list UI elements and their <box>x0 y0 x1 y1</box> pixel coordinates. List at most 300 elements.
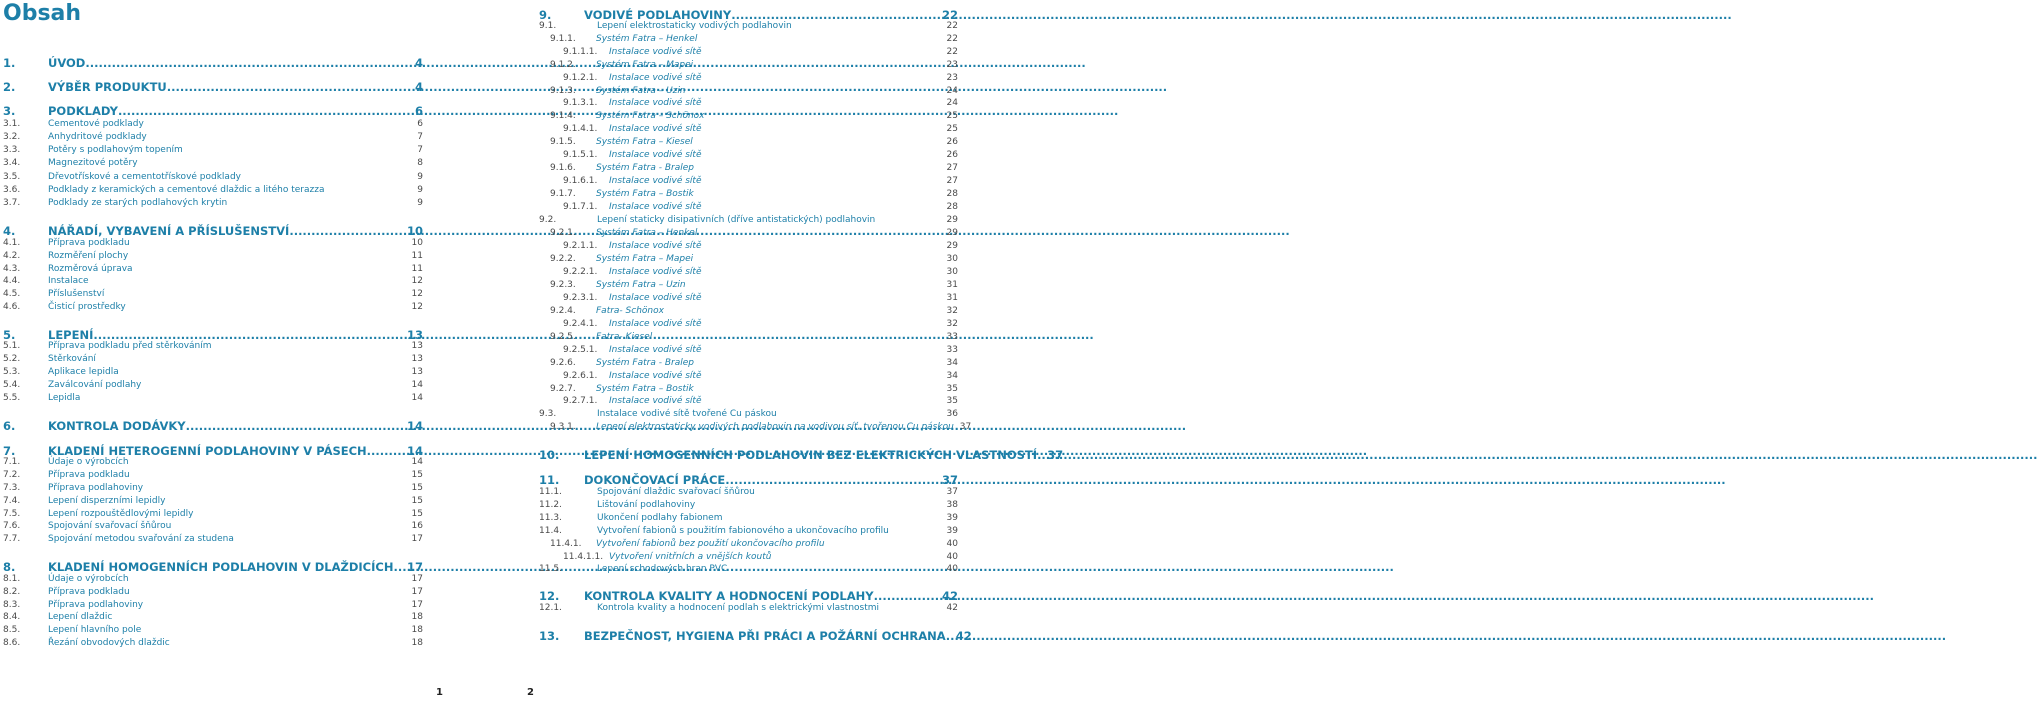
toc-entry-page: 17 <box>411 587 423 597</box>
toc-entry-title: Potěry s podlahovým topením <box>48 145 183 155</box>
toc-section-entry[interactable] <box>3 302 423 312</box>
toc-entry-title: Lepení hlavního pole <box>48 625 142 635</box>
toc-section-entry[interactable] <box>550 306 958 316</box>
toc-entry-page: 16 <box>411 521 423 531</box>
toc-entry-page: 42 <box>946 603 958 613</box>
toc-entry-title: Magnezitové potěry <box>48 158 138 168</box>
toc-entry-title: DOKONČOVACÍ PRÁCE <box>584 473 726 487</box>
toc-entry-page: 23 <box>946 60 958 70</box>
toc-entry-title: Systém Fatra – Mapei <box>596 254 694 264</box>
toc-entry-title: KONTROLA KVALITY A HODNOCENÍ PODLAHY <box>584 589 874 603</box>
toc-entry-page: 13 <box>411 341 423 351</box>
toc-section-entry[interactable] <box>550 34 958 44</box>
toc-entry-number: 9.1.2. <box>550 60 576 70</box>
toc-entry-number: 12. <box>539 589 560 603</box>
toc-entry-page: 18 <box>411 625 423 635</box>
toc-section-entry[interactable] <box>3 341 423 351</box>
toc-entry-title: Instalace vodivé sítě <box>609 150 702 160</box>
toc-section-entry[interactable] <box>550 422 972 432</box>
toc-section-entry[interactable] <box>3 612 423 622</box>
toc-entry-number: 4.6. <box>3 302 21 312</box>
toc-entry-number: 9.2.6.1. <box>563 371 598 381</box>
toc-entry-page: 15 <box>411 496 423 506</box>
toc-entry-page: 14 <box>406 419 423 433</box>
toc-section-entry[interactable] <box>539 215 958 225</box>
toc-entry-page: 39 <box>946 526 958 536</box>
toc-section-entry[interactable] <box>3 393 423 403</box>
toc-section-entry[interactable] <box>550 254 958 264</box>
toc-section-entry[interactable] <box>3 625 423 635</box>
toc-entry-number: 10. <box>539 448 560 462</box>
toc-entry-page: 34 <box>946 371 958 381</box>
toc-section-entry[interactable] <box>563 202 958 212</box>
toc-chapter-entry[interactable] <box>3 328 423 342</box>
toc-entry-title: Instalace vodivé sítě <box>609 73 702 83</box>
toc-entry-number: 9.1.7. <box>550 189 576 199</box>
toc-entry-page: 27 <box>946 176 958 186</box>
toc-entry-title: Příprava podlahoviny <box>48 600 144 610</box>
toc-entry-title: Podklady z keramických a cementové dlaždic a litého terazza <box>48 185 325 195</box>
toc-entry-title: LEPENÍ <box>48 328 94 342</box>
toc-entry-page: 40 <box>946 552 958 562</box>
toc-entry-title: Instalace vodivé sítě <box>609 319 702 329</box>
toc-entry-number: 11.4.1. <box>550 539 582 549</box>
toc-entry-title: Instalace vodivé sítě <box>609 371 702 381</box>
toc-entry-number: 9.3.1. <box>550 422 576 432</box>
toc-entry-number: 3.1. <box>3 119 21 129</box>
toc-entry-page: 22 <box>946 21 958 31</box>
toc-section-entry[interactable] <box>550 539 958 549</box>
toc-entry-title: Čisticí prostředky <box>48 302 126 312</box>
toc-entry-page: 30 <box>946 267 958 277</box>
toc-dot-leader <box>186 419 401 433</box>
toc-entry-title: Spojování dlaždic svařovací šňůrou <box>597 487 755 497</box>
toc-entry-title: Lepení rozpouštědlovými lepidly <box>48 509 194 519</box>
toc-section-entry[interactable] <box>563 176 958 186</box>
toc-entry-page: 24 <box>946 98 958 108</box>
toc-entry-page: 37 <box>959 422 972 432</box>
toc-entry-page: 29 <box>946 241 958 251</box>
toc-section-entry[interactable] <box>3 380 423 390</box>
toc-section-entry[interactable] <box>563 150 958 160</box>
toc-section-entry[interactable] <box>550 189 958 199</box>
toc-entry-title: Řezání obvodových dlaždic <box>48 638 170 648</box>
toc-section-entry[interactable] <box>539 564 958 574</box>
toc-entry-title: KONTROLA DODÁVKY <box>48 419 186 433</box>
toc-entry-title: Fatra- Kiesel <box>596 332 653 342</box>
toc-entry-title: Lepení dlaždic <box>48 612 113 622</box>
toc-entry-page: 28 <box>946 202 958 212</box>
toc-section-entry[interactable] <box>3 470 423 480</box>
toc-entry-title: Údaje o výrobcích <box>48 457 129 467</box>
toc-entry-number: 3.6. <box>3 185 21 195</box>
toc-entry-number: 7.7. <box>3 534 21 544</box>
toc-chapter-entry[interactable] <box>539 629 972 643</box>
toc-section-entry[interactable] <box>563 47 958 57</box>
toc-entry-page: 10 <box>406 224 423 238</box>
toc-entry-number: 3.7. <box>3 198 21 208</box>
toc-entry-title: Ukončení podlahy fabionem <box>597 513 723 523</box>
toc-entry-title: VÝBĚR PRODUKTU <box>48 80 167 94</box>
toc-section-entry[interactable] <box>539 513 958 523</box>
toc-entry-title: Systém Fatra – Bostik <box>596 384 694 394</box>
toc-section-entry[interactable] <box>3 574 423 584</box>
toc-section-entry[interactable] <box>3 132 423 142</box>
toc-section-entry[interactable] <box>550 358 958 368</box>
toc-entry-title: Zaválcování podlahy <box>48 380 142 390</box>
toc-entry-page: 26 <box>946 150 958 160</box>
toc-entry-number: 8.3. <box>3 600 21 610</box>
toc-entry-page: 32 <box>946 306 958 316</box>
toc-section-entry[interactable] <box>3 158 423 168</box>
toc-entry-page: 39 <box>946 513 958 523</box>
toc-section-entry[interactable] <box>3 251 423 261</box>
toc-entry-number: 4.3. <box>3 264 21 274</box>
toc-entry-title: Instalace vodivé sítě <box>609 293 702 303</box>
toc-entry-number: 13. <box>539 629 560 643</box>
toc-entry-number: 4.4. <box>3 276 21 286</box>
toc-entry-page: 4 <box>414 80 423 94</box>
toc-entry-page: 15 <box>411 483 423 493</box>
toc-section-entry[interactable] <box>3 638 423 648</box>
toc-entry-page: 17 <box>406 560 423 574</box>
toc-entry-title: Vytvoření vnitřních a vnějších koutů <box>609 552 772 562</box>
toc-entry-number: 1. <box>3 56 16 70</box>
toc-entry-page: 14 <box>406 444 423 458</box>
toc-entry-page: 11 <box>411 264 423 274</box>
toc-section-entry[interactable] <box>563 319 958 329</box>
toc-dot-leader <box>874 589 936 603</box>
toc-entry-page: 17 <box>411 534 423 544</box>
toc-section-entry[interactable] <box>3 145 423 155</box>
toc-dot-leader <box>289 224 401 238</box>
toc-entry-page: 40 <box>946 539 958 549</box>
toc-entry-number: 11.2. <box>539 500 562 510</box>
toc-section-entry[interactable] <box>3 264 423 274</box>
toc-entry-number: 5.2. <box>3 354 21 364</box>
toc-entry-page: 11 <box>411 251 423 261</box>
toc-entry-number: 9.1.6.1. <box>563 176 598 186</box>
toc-entry-number: 5.4. <box>3 380 21 390</box>
toc-entry-page: 28 <box>946 189 958 199</box>
toc-section-entry[interactable] <box>563 241 958 251</box>
toc-entry-page: 7 <box>417 145 423 155</box>
toc-entry-page: 9 <box>417 198 423 208</box>
toc-section-entry[interactable] <box>3 587 423 597</box>
toc-entry-number: 6. <box>3 419 16 433</box>
toc-entry-page: 13 <box>411 367 423 377</box>
toc-entry-page: 40 <box>946 564 958 574</box>
toc-entry-number: 9.2.4.1. <box>563 319 598 329</box>
toc-entry-number: 3. <box>3 104 16 118</box>
toc-entry-number: 3.2. <box>3 132 21 142</box>
toc-entry-number: 9.3. <box>539 409 557 419</box>
toc-entry-title: ÚVOD <box>48 56 86 70</box>
toc-section-entry[interactable] <box>3 198 423 208</box>
toc-entry-number: 9.2.5. <box>550 332 576 342</box>
toc-chapter-entry[interactable] <box>3 560 423 574</box>
toc-entry-page: 12 <box>411 289 423 299</box>
toc-entry-number: 4. <box>3 224 16 238</box>
toc-entry-page: 17 <box>411 600 423 610</box>
toc-entry-number: 12.1. <box>539 603 562 613</box>
toc-entry-title: Lepení disperzními lepidly <box>48 496 166 506</box>
toc-section-entry[interactable] <box>3 185 423 195</box>
toc-dot-leader <box>367 444 401 458</box>
toc-entry-number: 9.1.7.1. <box>563 202 598 212</box>
toc-entry-title: Instalace <box>48 276 89 286</box>
toc-entry-title: Systém Fatra – Schönox <box>596 111 705 121</box>
toc-entry-title: Systém Fatra – Uzin <box>596 280 686 290</box>
toc-entry-title: Instalace vodivé sítě <box>609 241 702 251</box>
toc-section-entry[interactable] <box>563 293 958 303</box>
toc-section-entry[interactable] <box>563 98 958 108</box>
toc-section-entry[interactable] <box>563 124 958 134</box>
toc-entry-title: Vytvoření fabionů bez použití ukončovacího profilu <box>596 539 825 549</box>
toc-section-entry[interactable] <box>3 289 423 299</box>
toc-entry-number: 9.2.1. <box>550 228 576 238</box>
toc-entry-page: 36 <box>946 409 958 419</box>
toc-entry-number: 9.1.1.1. <box>563 47 598 57</box>
toc-section-entry[interactable] <box>3 509 423 519</box>
toc-entry-title: Lepení schodových hran PVC <box>597 564 728 574</box>
toc-entry-page: 4 <box>414 56 423 70</box>
toc-entry-title: Instalace vodivé sítě <box>609 98 702 108</box>
toc-entry-page: 17 <box>411 574 423 584</box>
toc-entry-title: Instalace vodivé sítě <box>609 47 702 57</box>
toc-entry-page: 42 <box>941 589 958 603</box>
toc-dot-leader <box>393 560 401 574</box>
toc-section-entry[interactable] <box>3 276 423 286</box>
toc-entry-number: 7.4. <box>3 496 21 506</box>
toc-entry-title: Spojování svařovací šňůrou <box>48 521 172 531</box>
toc-section-entry[interactable] <box>563 345 958 355</box>
toc-entry-number: 8.2. <box>3 587 21 597</box>
toc-entry-number: 11.5. <box>539 564 562 574</box>
toc-entry-page: 18 <box>411 638 423 648</box>
toc-entry-title: Podklady ze starých podlahových krytin <box>48 198 228 208</box>
toc-entry-title: Anhydritové podklady <box>48 132 147 142</box>
toc-entry-page: 35 <box>946 396 958 406</box>
toc-entry-number: 9.2.7.1. <box>563 396 598 406</box>
toc-entry-number: 11.4.1.1. <box>563 552 604 562</box>
toc-chapter-entry[interactable] <box>3 224 423 238</box>
toc-entry-page: 13 <box>411 354 423 364</box>
toc-section-entry[interactable] <box>563 267 958 277</box>
toc-chapter-entry[interactable] <box>3 104 423 118</box>
toc-section-entry[interactable] <box>3 354 423 364</box>
toc-entry-page: 6 <box>414 104 423 118</box>
toc-entry-page: 7 <box>417 132 423 142</box>
toc-entry-title: Systém Fatra - Bralep <box>596 163 694 173</box>
toc-entry-title: VODIVÉ PODLAHOVINY <box>584 8 732 22</box>
toc-entry-number: 8.5. <box>3 625 21 635</box>
toc-entry-page: 22 <box>946 47 958 57</box>
toc-entry-number: 8. <box>3 560 16 574</box>
toc-entry-title: Instalace vodivé sítě <box>609 124 702 134</box>
toc-section-entry[interactable] <box>550 137 958 147</box>
toc-entry-page: 14 <box>411 457 423 467</box>
toc-entry-number: 9.2.4. <box>550 306 576 316</box>
toc-dot-leader <box>725 473 936 487</box>
toc-entry-page: 35 <box>946 384 958 394</box>
toc-entry-page: 25 <box>946 111 958 121</box>
toc-entry-page: 6 <box>417 119 423 129</box>
toc-entry-number: 11.3. <box>539 513 562 523</box>
toc-section-entry[interactable] <box>550 384 958 394</box>
toc-section-entry[interactable] <box>539 526 958 536</box>
toc-entry-title: BEZPEČNOST, HYGIENA PŘI PRÁCI A POŽÁRNÍ OCHRANA <box>584 629 946 643</box>
toc-entry-number: 3.4. <box>3 158 21 168</box>
toc-entry-title: Vytvoření fabionů s použitím fabionového a ukončovacího profilu <box>597 526 889 536</box>
toc-section-entry[interactable] <box>3 172 423 182</box>
toc-entry-title: Instalace vodivé sítě <box>609 176 702 186</box>
toc-entry-title: Lepení elektrostaticky vodivých podlahovin <box>597 21 792 31</box>
toc-section-entry[interactable] <box>550 228 958 238</box>
toc-entry-page: 22 <box>946 34 958 44</box>
toc-entry-number: 9.2. <box>539 215 557 225</box>
toc-entry-number: 9.1.3.1. <box>563 98 598 108</box>
toc-section-entry[interactable] <box>550 60 958 70</box>
toc-section-entry[interactable] <box>539 21 958 31</box>
toc-entry-page: 18 <box>411 612 423 622</box>
toc-entry-title: PODKLADY <box>48 104 118 118</box>
toc-entry-page: 10 <box>411 238 423 248</box>
toc-entry-page: 31 <box>946 280 958 290</box>
toc-entry-title: Dřevotřískové a cementotřískové podklady <box>48 172 241 182</box>
toc-entry-title: Systém Fatra - Bralep <box>596 358 694 368</box>
toc-entry-number: 7. <box>3 444 16 458</box>
toc-section-entry[interactable] <box>550 163 958 173</box>
toc-section-entry[interactable] <box>539 409 958 419</box>
toc-section-entry[interactable] <box>563 73 958 83</box>
toc-entry-number: 7.5. <box>3 509 21 519</box>
toc-entry-page: 8 <box>417 158 423 168</box>
toc-section-entry[interactable] <box>550 111 958 121</box>
toc-entry-page: 37 <box>1047 448 1064 462</box>
toc-entry-title: Aplikace lepidla <box>48 367 119 377</box>
toc-entry-number: 9.1.5. <box>550 137 576 147</box>
toc-entry-title: Cementové podklady <box>48 119 144 129</box>
page-title: Obsah <box>3 1 82 26</box>
toc-section-entry[interactable] <box>3 457 423 467</box>
toc-entry-number: 11. <box>539 473 560 487</box>
toc-entry-number: 9.2.2.1. <box>563 267 598 277</box>
toc-chapter-entry[interactable] <box>539 589 958 603</box>
toc-section-entry[interactable] <box>3 119 423 129</box>
toc-entry-title: Instalace vodivé sítě tvořené Cu páskou <box>597 409 777 419</box>
toc-entry-title: Instalace vodivé sítě <box>609 267 702 277</box>
toc-entry-number: 7.2. <box>3 470 21 480</box>
toc-entry-title: Příprava podkladu <box>48 587 130 597</box>
toc-section-entry[interactable] <box>3 367 423 377</box>
toc-section-entry[interactable] <box>550 280 958 290</box>
toc-entry-title: Systém Fatra – Bostik <box>596 189 694 199</box>
toc-entry-number: 9.1.5.1. <box>563 150 598 160</box>
page-number-left: 1 <box>436 687 443 698</box>
toc-chapter-entry[interactable] <box>3 80 423 94</box>
toc-section-entry[interactable] <box>3 483 423 493</box>
toc-entry-page: 9 <box>417 185 423 195</box>
toc-entry-title: Instalace vodivé sítě <box>609 202 702 212</box>
toc-entry-title: Systém Fatra – Henkel <box>596 34 698 44</box>
toc-chapter-entry[interactable] <box>3 56 423 70</box>
page-number-right: 2 <box>527 687 534 698</box>
toc-section-entry[interactable] <box>539 500 958 510</box>
toc-chapter-entry[interactable] <box>539 8 958 22</box>
toc-section-entry[interactable] <box>539 603 958 613</box>
toc-entry-page: 31 <box>946 293 958 303</box>
toc-chapter-entry[interactable] <box>3 444 423 458</box>
toc-section-entry[interactable] <box>563 396 958 406</box>
toc-entry-title: Fatra- Schönox <box>596 306 664 316</box>
toc-entry-number: 9.2.3. <box>550 280 576 290</box>
toc-entry-title: Příprava podkladu <box>48 238 130 248</box>
toc-entry-number: 3.3. <box>3 145 21 155</box>
toc-entry-page: 14 <box>411 380 423 390</box>
toc-entry-title: Stěrkování <box>48 354 96 364</box>
toc-entry-title: Příprava podlahoviny <box>48 483 144 493</box>
toc-entry-page: 24 <box>946 86 958 96</box>
toc-section-entry[interactable] <box>3 534 423 544</box>
toc-section-entry[interactable] <box>3 521 423 531</box>
toc-entry-number: 7.1. <box>3 457 21 467</box>
toc-section-entry[interactable] <box>550 332 958 342</box>
toc-entry-title: Příslušenství <box>48 289 105 299</box>
toc-chapter-entry[interactable] <box>3 419 423 433</box>
toc-entry-title: Systém Fatra – Mapei <box>596 60 694 70</box>
toc-entry-page: 27 <box>946 163 958 173</box>
toc-entry-number: 9.2.6. <box>550 358 576 368</box>
toc-entry-number: 11.1. <box>539 487 562 497</box>
toc-entry-page: 12 <box>411 302 423 312</box>
toc-entry-number: 11.4. <box>539 526 562 536</box>
toc-entry-page: 25 <box>946 124 958 134</box>
toc-chapter-entry[interactable] <box>539 473 958 487</box>
toc-entry-number: 5. <box>3 328 16 342</box>
toc-entry-page: 33 <box>946 332 958 342</box>
toc-entry-number: 9.1.4.1. <box>563 124 598 134</box>
toc-entry-number: 4.2. <box>3 251 21 261</box>
toc-section-entry[interactable] <box>3 496 423 506</box>
toc-entry-title: Kontrola kvality a hodnocení podlah s elektrickými vlastnostmi <box>597 603 880 613</box>
toc-section-entry[interactable] <box>563 552 958 562</box>
toc-entry-number: 5.1. <box>3 341 21 351</box>
toc-section-entry[interactable] <box>563 371 958 381</box>
toc-entry-title: Příprava podkladu před stěrkováním <box>48 341 212 351</box>
toc-section-entry[interactable] <box>550 86 958 96</box>
toc-entry-number: 5.3. <box>3 367 21 377</box>
toc-dot-leader <box>167 80 409 94</box>
toc-entry-number: 8.4. <box>3 612 21 622</box>
toc-section-entry[interactable] <box>3 600 423 610</box>
toc-entry-title: Rozměrová úprava <box>48 264 133 274</box>
toc-entry-page: 15 <box>411 470 423 480</box>
toc-entry-number: 9.1.4. <box>550 111 576 121</box>
toc-entry-page: 33 <box>946 345 958 355</box>
toc-section-entry[interactable] <box>3 238 423 248</box>
toc-entry-number: 9. <box>539 8 552 22</box>
toc-entry-title: Systém Fatra – Henkel <box>596 228 698 238</box>
toc-dot-leader <box>731 8 936 22</box>
toc-entry-title: NÁŘADÍ, VYBAVENÍ A PŘÍSLUŠENSTVÍ <box>48 224 290 238</box>
toc-entry-number: 9.2.1.1. <box>563 241 598 251</box>
toc-section-entry[interactable] <box>539 487 958 497</box>
toc-chapter-entry[interactable] <box>539 448 1064 462</box>
toc-entry-page: 15 <box>411 509 423 519</box>
toc-entry-page: 38 <box>946 500 958 510</box>
toc-entry-page: 29 <box>946 228 958 238</box>
